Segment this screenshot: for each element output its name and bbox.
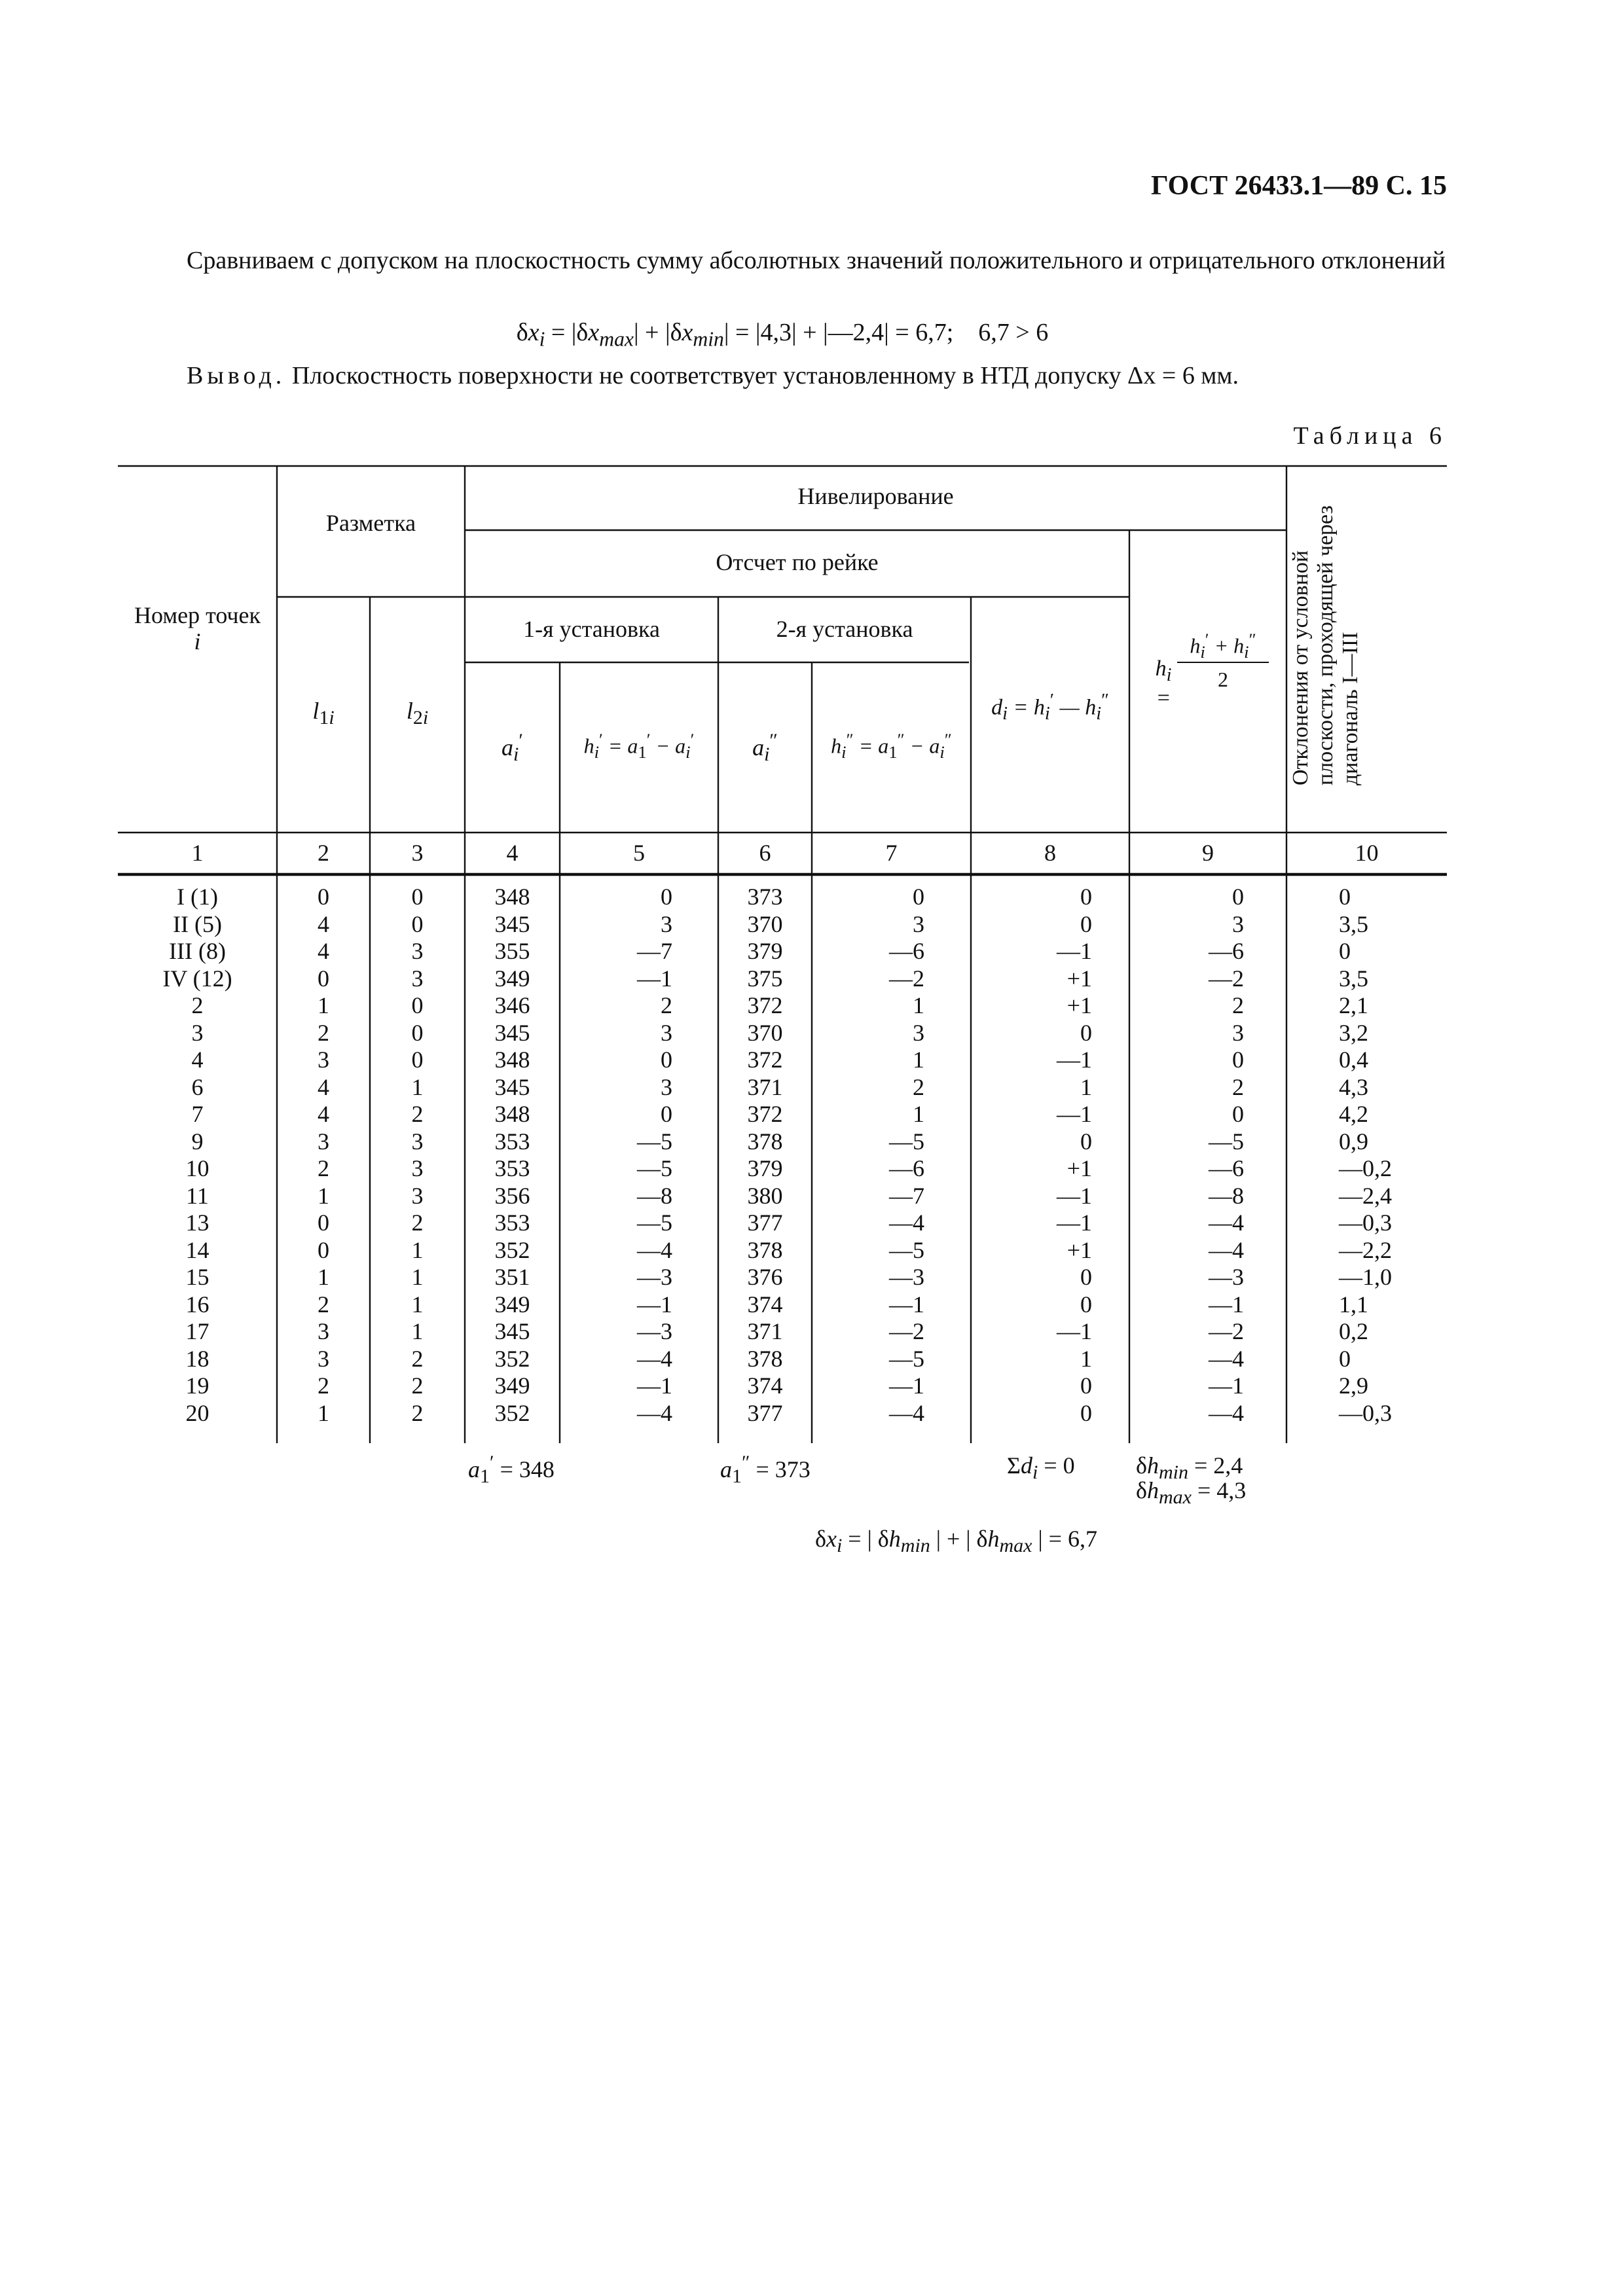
table-cell-h2: —6 (889, 938, 924, 964)
foot-formula: $\delta x_i$ = | $\delta h_{min}$ | + | $\delta h_{max}$ | = 6,7 (815, 1526, 1097, 1557)
table-cell-point: 3 (191, 1019, 204, 1046)
table-cell-l2: 3 (411, 1128, 424, 1155)
table-cell-h2: —6 (889, 1155, 924, 1181)
colnum-6: 6 (759, 840, 771, 866)
table-cell-a1: 353 (494, 1210, 530, 1236)
table-cell-dev: 0,9 (1339, 1128, 1368, 1155)
table-cell-l2: 1 (411, 1236, 424, 1263)
table-cell-h1: 3 (661, 1019, 672, 1046)
table-cell-hi: —1 (1209, 1291, 1244, 1318)
table-cell-a2: 371 (747, 1318, 783, 1344)
foot-a1: $a_1' = 348$ (468, 1452, 555, 1488)
table-cell-l2: 3 (411, 965, 424, 992)
table-cell-a1: 348 (494, 1101, 530, 1127)
table-cell-l1: 0 (318, 1210, 329, 1236)
table-cell-l2: 2 (411, 1210, 424, 1236)
col-a2 (718, 884, 812, 1427)
col-dev (1339, 884, 1447, 1427)
table-cell-l2: 2 (411, 1399, 424, 1426)
table-cell-hi: 2 (1232, 1073, 1244, 1100)
table-cell-a1: 353 (494, 1128, 530, 1155)
colnum-1: 1 (191, 840, 204, 866)
flatness-formula: $\delta x_i = |\delta x_{max}| + |\delta x_{min}| = |4,3|$ + |—2,4| = 6,7; 6,7 > 6 (516, 319, 1049, 351)
table-cell-a1: 345 (494, 1019, 530, 1046)
col-a1 (465, 884, 560, 1427)
table-cell-point: 17 (185, 1318, 210, 1344)
header-point-number (118, 602, 277, 655)
table-cell-d: 0 (1080, 1019, 1092, 1046)
table-cell-d: 0 (1080, 1399, 1092, 1426)
header-deviation: Отклонения от условной плоскости, проходящей через диагональ I—III (1288, 505, 1362, 785)
table-cell-h1: 3 (661, 1073, 672, 1100)
table-cell-h1: —3 (637, 1318, 672, 1344)
table-cell-a2: 372 (747, 1101, 783, 1127)
table-cell-d: —1 (1057, 1101, 1092, 1127)
col-point (118, 884, 277, 1427)
table-cell-hi: —4 (1209, 1236, 1244, 1263)
table-cell-h1: 3 (661, 910, 672, 937)
table-cell-h2: —2 (889, 965, 924, 992)
conclusion-text: Плоскостность поверхности не соответствует установленному в НТД допуску Δx = 6 мм. (285, 362, 1239, 389)
table-cell-d: 1 (1080, 1073, 1092, 1100)
table-cell-h2: —1 (889, 1291, 924, 1318)
header-a2i: $a_i''$ (752, 730, 778, 766)
table-cell-h1: 0 (661, 1101, 672, 1127)
table-cell-d: +1 (1067, 1236, 1092, 1263)
table-cell-d: 1 (1080, 1345, 1092, 1372)
table-cell-point: 7 (191, 1101, 204, 1127)
conclusion-label: Вывод. (187, 362, 286, 389)
table-cell-l1: 1 (318, 1399, 329, 1426)
table-cell-d: +1 (1067, 965, 1092, 992)
table-cell-a2: 370 (747, 1019, 783, 1046)
table-cell-l1: 1 (318, 1182, 329, 1209)
table-cell-l1: 4 (318, 910, 329, 937)
table-cell-a2: 374 (747, 1372, 783, 1399)
col-h1 (560, 884, 672, 1427)
table-cell-l1: 2 (318, 1291, 329, 1318)
table-cell-l1: 4 (318, 938, 329, 964)
table-cell-hi: —4 (1209, 1345, 1244, 1372)
table-cell-l2: 3 (411, 938, 424, 964)
header-h2i: $h_i'' = a_1'' - a_i''$ (831, 730, 952, 762)
col-hi (1129, 884, 1244, 1427)
table-cell-a2: 378 (747, 1345, 783, 1372)
table-cell-h2: —5 (889, 1236, 924, 1263)
colnum-5: 5 (633, 840, 645, 866)
table-cell-a2: 372 (747, 1047, 783, 1073)
table-cell-a1: 345 (494, 1073, 530, 1100)
table-cell-l2: 2 (411, 1101, 424, 1127)
table-cell-d: —1 (1057, 1210, 1092, 1236)
page-header: ГОСТ 26433.1—89 С. 15 (1150, 171, 1447, 201)
table-cell-h2: 3 (913, 910, 924, 937)
table-cell-h2: 2 (913, 1073, 924, 1100)
table-cell-l1: 0 (318, 1236, 329, 1263)
foot-a2: $a_1'' = 373$ (720, 1452, 811, 1488)
table-cell-l2: 3 (411, 1155, 424, 1181)
table-cell-l1: 4 (318, 1073, 329, 1100)
table-cell-l2: 0 (411, 1047, 424, 1073)
table-cell-hi: 0 (1232, 1101, 1244, 1127)
table-cell-dev: 0 (1339, 1345, 1351, 1372)
colnum-10: 10 (1355, 840, 1379, 866)
table-cell-l1: 3 (318, 1047, 329, 1073)
header-staff-reading: Отсчет по рейке (716, 549, 879, 575)
table-cell-point: 14 (185, 1236, 210, 1263)
table-cell-dev: 4,3 (1339, 1073, 1368, 1100)
table-cell-a1: 353 (494, 1155, 530, 1181)
table-cell-h1: —5 (637, 1128, 672, 1155)
header-l1i: $l_{1i}$ (312, 698, 335, 729)
table-cell-d: 0 (1080, 1372, 1092, 1399)
table-cell-dev: 2,9 (1339, 1372, 1368, 1399)
table-cell-hi: 3 (1232, 910, 1244, 937)
header-hi-denominator: 2 (1218, 668, 1228, 691)
table-cell-h2: 1 (913, 992, 924, 1018)
header-point-number-label: Номер точек (134, 602, 261, 628)
table-cell-point: 4 (191, 1047, 204, 1073)
header-hi-numerator: $h_i' + h_i''$ (1190, 630, 1256, 662)
table-cell-a1: 352 (494, 1399, 530, 1426)
table-cell-a2: 380 (747, 1182, 783, 1209)
table-cell-d: —1 (1057, 1182, 1092, 1209)
table-cell-hi: —3 (1209, 1264, 1244, 1290)
table-cell-point: 13 (185, 1210, 210, 1236)
table-cell-h2: 3 (913, 1019, 924, 1046)
table-cell-dev: —2,4 (1339, 1182, 1392, 1209)
table-cell-d: —1 (1057, 1318, 1092, 1344)
table-cell-h1: —3 (637, 1264, 672, 1290)
table-cell-d: +1 (1067, 1155, 1092, 1181)
table-cell-h2: —3 (889, 1264, 924, 1290)
table-cell-l2: 0 (411, 1019, 424, 1046)
table-cell-a2: 378 (747, 1128, 783, 1155)
table-cell-l2: 0 (411, 884, 424, 910)
table-cell-l1: 1 (318, 992, 329, 1018)
table-cell-a2: 372 (747, 992, 783, 1018)
table-cell-hi: —4 (1209, 1210, 1244, 1236)
table-cell-l2: 1 (411, 1264, 424, 1290)
table-cell-point: I (1) (177, 884, 218, 910)
table-cell-point: 11 (186, 1182, 209, 1209)
table-cell-a2: 379 (747, 938, 783, 964)
table-cell-a1: 348 (494, 884, 530, 910)
table-cell-l2: 0 (411, 910, 424, 937)
colnum-8: 8 (1044, 840, 1056, 866)
table-cell-a1: 352 (494, 1345, 530, 1372)
table-cell-l2: 2 (411, 1372, 424, 1399)
colnum-7: 7 (885, 840, 898, 866)
colnum-4: 4 (506, 840, 519, 866)
header-di: $d_i = h_i'$ — $h_i''$ (991, 691, 1109, 725)
table-cell-l2: 1 (411, 1073, 424, 1100)
table-cell-h2: —4 (889, 1399, 924, 1426)
header-a1i: $a_i'$ (501, 730, 523, 766)
table-cell-h1: —1 (637, 1372, 672, 1399)
table-cell-hi: 0 (1232, 884, 1244, 910)
table-cell-h1: 0 (661, 884, 672, 910)
table-cell-l2: 0 (411, 992, 424, 1018)
table-cell-point: 16 (185, 1291, 210, 1318)
table-cell-point: 15 (185, 1264, 210, 1290)
table-cell-h2: —4 (889, 1210, 924, 1236)
table-cell-h1: —8 (637, 1182, 672, 1209)
table-cell-l1: 4 (318, 1101, 329, 1127)
table-cell-hi: —4 (1209, 1399, 1244, 1426)
table-cell-hi: —6 (1209, 938, 1244, 964)
table-cell-a1: 349 (494, 965, 530, 992)
table-cell-a2: 377 (747, 1210, 783, 1236)
foot-sum-d: $\Sigma d_i = 0$ (1007, 1452, 1075, 1484)
table-cell-l1: 1 (318, 1264, 329, 1290)
table-cell-a1: 355 (494, 938, 530, 964)
colnum-9: 9 (1202, 840, 1214, 866)
table-cell-a2: 371 (747, 1073, 783, 1100)
header-point-number-index: i (194, 628, 201, 655)
table-cell-a1: 345 (494, 1318, 530, 1344)
table-cell-l2: 1 (411, 1291, 424, 1318)
table-cell-hi: —8 (1209, 1182, 1244, 1209)
header-marking: Разметка (325, 510, 416, 536)
table-cell-point: 6 (191, 1073, 204, 1100)
header-setup-2: 2-я установка (776, 616, 913, 642)
table-cell-h1: 2 (661, 992, 672, 1018)
table-cell-d: 0 (1080, 1264, 1092, 1290)
table-cell-l1: 2 (318, 1155, 329, 1181)
table-cell-a1: 349 (494, 1291, 530, 1318)
table-cell-h1: —4 (637, 1399, 672, 1426)
table-cell-h2: 1 (913, 1047, 924, 1073)
table-cell-d: 0 (1080, 884, 1092, 910)
col-l2 (370, 884, 465, 1427)
col-h2 (812, 884, 924, 1427)
table-cell-d: —1 (1057, 938, 1092, 964)
table-cell-h1: —1 (637, 1291, 672, 1318)
table-cell-h1: —7 (637, 938, 672, 964)
header-leveling: Нивелирование (797, 483, 954, 509)
table-cell-h2: —5 (889, 1128, 924, 1155)
table-cell-l1: 0 (318, 884, 329, 910)
table-cell-hi: 2 (1232, 992, 1244, 1018)
table-cell-l2: 2 (411, 1345, 424, 1372)
table-cell-dev: 3,5 (1339, 910, 1368, 937)
table-cell-l1: 2 (318, 1372, 329, 1399)
header-l2i: $l_{2i}$ (406, 698, 429, 729)
table-cell-point: 10 (185, 1155, 210, 1181)
table-cell-dev: 0,4 (1339, 1047, 1368, 1073)
paragraph-compare: Сравниваем с допуском на плоскостность сумму абсолютных значений положительного и отрицательного отклонений (187, 247, 1446, 274)
table-cell-d: —1 (1057, 1047, 1092, 1073)
table-cell-dev: —2,2 (1339, 1236, 1392, 1263)
table-cell-l2: 1 (411, 1318, 424, 1344)
col-l1 (277, 884, 370, 1427)
table-cell-h1: —5 (637, 1210, 672, 1236)
table-cell-point: 20 (185, 1399, 210, 1426)
table-cell-a2: 376 (747, 1264, 783, 1290)
table-cell-hi: —2 (1209, 965, 1244, 992)
table-cell-d: 0 (1080, 910, 1092, 937)
table-cell-dev: —0,2 (1339, 1155, 1392, 1181)
table-cell-a1: 345 (494, 910, 530, 937)
table-cell-dev: —0,3 (1339, 1399, 1392, 1426)
header-setup-1: 1-я установка (523, 616, 660, 642)
table-cell-a1: 356 (494, 1182, 530, 1209)
table-cell-a2: 379 (747, 1155, 783, 1181)
table-cell-dev: 0,2 (1339, 1318, 1368, 1344)
table-cell-dev: 2,1 (1339, 992, 1368, 1018)
table-caption: Таблица 6 (1293, 422, 1447, 450)
table-cell-a1: 351 (494, 1264, 530, 1290)
table-cell-d: +1 (1067, 992, 1092, 1018)
table-cell-dev: 0 (1339, 938, 1351, 964)
table-cell-hi: 0 (1232, 1047, 1244, 1073)
table-cell-hi: 3 (1232, 1019, 1244, 1046)
table-cell-hi: —6 (1209, 1155, 1244, 1181)
table-cell-d: 0 (1080, 1128, 1092, 1155)
table-cell-dev: 4,2 (1339, 1101, 1368, 1127)
table-cell-point: 18 (185, 1345, 210, 1372)
table-cell-a2: 370 (747, 910, 783, 937)
table-cell-dev: —1,0 (1339, 1264, 1392, 1290)
table-cell-a2: 377 (747, 1399, 783, 1426)
table-cell-a2: 375 (747, 965, 783, 992)
table-cell-dev: 3,5 (1339, 965, 1368, 992)
table-cell-point: 2 (191, 992, 204, 1018)
table-cell-a1: 352 (494, 1236, 530, 1263)
table-cell-dev: —0,3 (1339, 1210, 1392, 1236)
table-cell-dev: 0 (1339, 884, 1351, 910)
table-cell-l1: 3 (318, 1128, 329, 1155)
table-cell-point: 19 (185, 1372, 210, 1399)
header-h1i: $h_i' = a_1' - a_i'$ (583, 730, 695, 762)
table-cell-dev: 1,1 (1339, 1291, 1368, 1318)
foot-hmax: $\delta h_{max} = 4,3$ (1136, 1477, 1247, 1509)
table-cell-h1: 0 (661, 1047, 672, 1073)
table-cell-a2: 378 (747, 1236, 783, 1263)
table-cell-h1: —1 (637, 965, 672, 992)
table-cell-a2: 374 (747, 1291, 783, 1318)
table-cell-point: II (5) (173, 910, 222, 937)
table-cell-h2: —5 (889, 1345, 924, 1372)
col-d (971, 884, 1092, 1427)
table-cell-a1: 349 (494, 1372, 530, 1399)
table-cell-a1: 348 (494, 1047, 530, 1073)
table-cell-point: III (8) (169, 938, 226, 964)
table-cell-h2: —2 (889, 1318, 924, 1344)
table-cell-h1: —5 (637, 1155, 672, 1181)
table-cell-hi: —5 (1209, 1128, 1244, 1155)
colnum-3: 3 (411, 840, 424, 866)
table-cell-h2: 0 (913, 884, 924, 910)
table-cell-l1: 2 (318, 1019, 329, 1046)
table-cell-a2: 373 (747, 884, 783, 910)
table-cell-h2: —1 (889, 1372, 924, 1399)
table-cell-h1: —4 (637, 1345, 672, 1372)
table-cell-l1: 0 (318, 965, 329, 992)
table-cell-h2: —7 (889, 1182, 924, 1209)
table-cell-h2: 1 (913, 1101, 924, 1127)
foot-hmin: $\delta h_{min} = 2,4$ (1136, 1452, 1243, 1484)
table-cell-a1: 346 (494, 992, 530, 1018)
table-cell-l2: 3 (411, 1182, 424, 1209)
colnum-2: 2 (318, 840, 329, 866)
table-cell-l1: 3 (318, 1345, 329, 1372)
table-cell-h1: —4 (637, 1236, 672, 1263)
table-cell-l1: 3 (318, 1318, 329, 1344)
table-cell-dev: 3,2 (1339, 1019, 1368, 1046)
table-cell-hi: —2 (1209, 1318, 1244, 1344)
table-cell-hi: —1 (1209, 1372, 1244, 1399)
table-cell-point: 9 (191, 1128, 204, 1155)
table-cell-d: 0 (1080, 1291, 1092, 1318)
header-hi-lhs: $h_i$ = (1155, 656, 1172, 710)
table-cell-point: IV (12) (162, 965, 232, 992)
